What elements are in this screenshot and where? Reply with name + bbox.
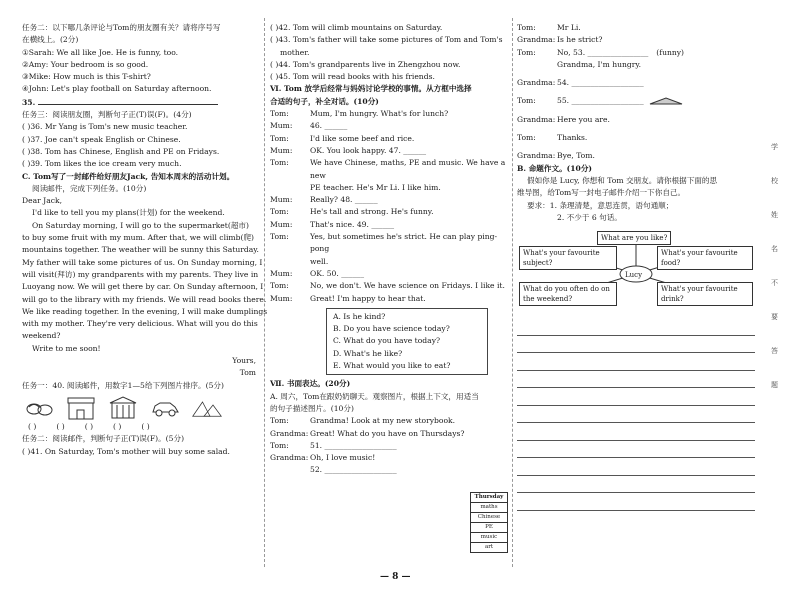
answer-paren[interactable]: ( ) — [84, 421, 94, 431]
letter-line: with my mother. They're very delicious. What will you do this — [22, 319, 258, 329]
task-instruction: 2. 不少于 6 句话。 — [557, 212, 622, 222]
column-divider — [512, 18, 513, 567]
letter-line: My father will take some pictures of us. On Sunday morning, I — [22, 257, 263, 267]
dialog-line: Grandma: Great! What do you have on Thursdays? — [270, 428, 465, 438]
column-2 — [270, 22, 508, 477]
thursday-timetable — [470, 492, 508, 553]
dialog-line: Grandma: Is he strict? — [517, 35, 603, 45]
section-heading: 的句子描述图片。(10分) — [270, 403, 354, 413]
answer-blank[interactable] — [38, 96, 218, 105]
letter-line: Luoyang now. We will get there by car. On Sunday afternoon, I — [22, 282, 264, 292]
binding-margin — [771, 130, 778, 402]
dialog-line: Tom: He's tall and strong. He's funny. — [270, 207, 434, 217]
section-heading: A. 周六，Tom在跟奶奶聊天。观察图片，根据上下文，用适当 — [270, 391, 479, 401]
letter-yours: Yours, — [232, 356, 256, 366]
writing-lines[interactable] — [517, 318, 755, 511]
writing-line[interactable] — [517, 423, 755, 441]
judge-item: ( )45. Tom will read books with his friends. — [270, 72, 435, 82]
letter-closing: Write to me soon! — [32, 343, 101, 353]
judge-item: ( )43. Tom's father will take some pictures of Tom and Tom's — [270, 35, 503, 45]
judge-item: ( )41. On Saturday, Tom's mother will buy some salad. — [22, 446, 230, 456]
letter-line: On Saturday morning, I will go to the supermarket(超市) — [32, 220, 249, 230]
timetable-cell: maths — [471, 503, 507, 513]
dumplings-icon — [24, 395, 54, 421]
dialog-line: Grandma: Oh, I love music! — [270, 453, 376, 463]
mind-map — [517, 228, 755, 314]
picture-order-answers — [28, 421, 260, 433]
writing-line[interactable] — [517, 371, 755, 389]
picture-row — [24, 395, 260, 421]
dialog-line: Mum: That's nice. 49. ______ — [270, 219, 395, 229]
dialog-line: Mum: OK. You look happy. 47. ______ — [270, 145, 427, 155]
dialog-line: Tom: Mr Li. — [517, 23, 581, 32]
sandwich-icon — [648, 95, 684, 107]
comment: ③Mike: How much is this T-shirt? — [22, 72, 151, 82]
letter-line: I'd like to tell you my plans(计划) for the weekend. — [32, 208, 225, 218]
letter-line: to buy some fruit with my mum. After that, we will climb(爬) — [22, 233, 255, 243]
writing-line[interactable] — [517, 318, 755, 336]
timetable-cell: art — [484, 544, 494, 550]
judge-item: ( )39. Tom likes the ice cream very much. — [22, 159, 182, 169]
dialog-line: Tom: Grandma! Look at my new storybook. — [270, 416, 456, 426]
judge-item: ( )44. Tom's grandparents live in Zhengzhou now. — [270, 59, 461, 69]
task-instruction: 维导图，给Tom写一封电子邮件介绍一下你自己。 — [517, 188, 686, 198]
section-heading: 合适的句子，补全对话。(10分) — [270, 96, 379, 106]
margin-char: 学 — [771, 143, 778, 151]
option-item: E. What would you like to eat? — [333, 361, 451, 371]
mindmap-top-left: What's your favourite subject? — [519, 246, 617, 270]
answer-paren[interactable]: ( ) — [113, 421, 122, 431]
margin-char: 答 — [771, 347, 778, 355]
letter-greeting: Dear Jack, — [22, 196, 62, 206]
comment: ①Sarah: We all like Joe. He is funny, too. — [22, 47, 179, 57]
mindmap-top: What are you like? — [597, 231, 671, 245]
timetable-cell: music — [471, 533, 507, 543]
writing-line[interactable] — [517, 406, 755, 424]
dialog-line: Tom: 55. ___________________ — [517, 95, 755, 107]
task-instruction: 要求：1. 条理清楚，意思连贯，语句通顺； — [527, 200, 674, 210]
judge-item: ( )38. Tom has Chinese, English and PE on Fridays. — [22, 146, 220, 156]
task-instruction: 假如你是 Lucy, 你想和 Tom 交朋友。请你根据下面的思 — [527, 175, 718, 185]
section-heading: Ⅵ. Tom 放学后经常与妈妈讨论学校的事情。从方框中选择 — [270, 84, 472, 94]
dialog-line: Grandma: Here you are. — [517, 114, 610, 124]
answer-paren[interactable]: ( ) — [141, 421, 150, 431]
mindmap-center: Lucy — [625, 271, 643, 280]
timetable-cell: Chinese — [471, 513, 507, 523]
margin-char: 不 — [771, 279, 778, 287]
option-item: D. What's he like? — [333, 348, 403, 358]
task-title: 任务三：阅读朋友圈，判断句子正(T)误(F)。(4分) — [22, 110, 192, 120]
dialog-line: Mum: Really? 48. ______ — [270, 195, 378, 205]
dialog-line: Grandma: Bye, Tom. — [517, 151, 595, 161]
dialog-line: Mum: 46. ______ — [270, 121, 348, 131]
task-title: 任务二：以下哪几条评论与Tom的朋友圈有关？请将序号写 — [22, 23, 221, 32]
writing-line[interactable] — [517, 353, 755, 371]
dialog-line: PE teacher. He's Mr Li. I like him. — [310, 182, 441, 192]
column-3 — [517, 22, 755, 511]
letter-line: We like reading together. In the evening, I will make dumplings — [22, 306, 268, 316]
dialog-line: Tom: I'd like some beef and rice. — [270, 133, 415, 143]
page-number: — 8 — — [380, 572, 411, 582]
mindmap-bottom-left: What do you often do on the weekend? — [519, 282, 617, 306]
dialog-line: Tom: We have Chinese, maths, PE and music. We have a new — [270, 158, 506, 180]
option-item: B. Do you have science today? — [333, 324, 450, 334]
mountains-icon — [192, 395, 222, 421]
mindmap-top-right: What's your favourite food? — [657, 246, 753, 270]
dialog-line: Tom: 51. ___________________ — [270, 440, 397, 450]
dialog-tom-grandma — [270, 415, 508, 476]
judge-item: ( )42. Tom will climb mountains on Saturday. — [270, 23, 443, 32]
writing-line[interactable] — [517, 388, 755, 406]
library-icon — [108, 395, 138, 421]
comment: ②Amy: Your bedroom is so good. — [22, 59, 149, 69]
writing-line[interactable] — [517, 458, 755, 476]
section-heading: Ⅶ. 书面表达。(20分) — [270, 379, 351, 389]
dialog-line: Grandma: 54. ___________________ — [517, 78, 644, 88]
dialog-line: Tom: Thanks. — [517, 133, 588, 143]
margin-char: 要 — [771, 313, 778, 321]
option-item: C. What do you have today? — [333, 336, 441, 346]
column-1 — [22, 22, 268, 458]
letter-line: will go to the library with my friends. We will read books there. — [22, 294, 267, 304]
section-heading: 阅读邮件，完成下列任务。(10分) — [32, 183, 147, 193]
dialog-line: 52. ___________________ — [310, 465, 397, 475]
timetable-cell: PE — [471, 523, 507, 533]
car-icon — [150, 395, 180, 421]
dialog-mum-tom — [270, 108, 508, 305]
supermarket-icon — [66, 395, 96, 421]
task-title: 在横线上。(2分) — [22, 35, 79, 45]
task-title: 任务一：40. 阅读邮件，用数字1—5给下列图片排序。(5分) — [22, 380, 224, 390]
margin-char: 名 — [771, 245, 778, 253]
writing-line[interactable] — [517, 476, 755, 494]
answer-paren[interactable]: ( ) — [28, 421, 37, 431]
letter-line: will visit(拜访) my grandparents with my parents. They live in — [22, 269, 259, 279]
margin-char: 题 — [771, 381, 778, 389]
writing-line[interactable] — [517, 336, 755, 354]
dialog-line: Tom: Yes, but sometimes he's strict. He can play ping-pong — [270, 232, 498, 254]
section-heading: B. 命题作文。(10分) — [517, 163, 593, 173]
judge-item: ( )36. Mr Yang is Tom's new music teacher. — [22, 122, 188, 132]
dialog-line: Mum: OK. 50. ______ — [270, 268, 364, 278]
options-box — [326, 308, 488, 375]
letter-signature: Tom — [239, 368, 256, 378]
dialog-line: Tom: No, we don't. We have science on Fridays. I like it. — [270, 281, 505, 291]
option-item: A. Is he kind? — [333, 311, 386, 321]
letter-line: weekend? — [22, 331, 61, 341]
section-heading: C. Tom写了一封邮件给好朋友Jack, 告知本周末的活动计划。 — [22, 171, 235, 181]
answer-paren[interactable]: ( ) — [56, 421, 65, 431]
comment: ④John: Let's play football on Saturday afternoon. — [22, 84, 212, 94]
writing-line[interactable] — [517, 493, 755, 511]
letter-line: mountains together. The weather will be sunny this Saturday. — [22, 245, 259, 255]
timetable-header: Thursday — [471, 493, 507, 503]
task-title: 任务二：阅读邮件，判断句子正(T)误(F)。(5分) — [22, 434, 185, 444]
dialog-line: Tom: No, 53. ________________ (funny) — [517, 47, 755, 59]
question-35: 35. — [22, 96, 260, 109]
writing-line[interactable] — [517, 441, 755, 459]
judge-item: ( )37. Joe can't speak English or Chinese. — [22, 134, 181, 144]
funny-label: (funny) — [656, 47, 684, 57]
dialog-line: Mum: Great! I'm happy to hear that. — [270, 293, 426, 303]
dialog-line: Tom: Mum, I'm hungry. What's for lunch? — [270, 109, 449, 119]
dialog-continued — [517, 22, 755, 163]
column-divider — [264, 18, 265, 567]
judge-item: mother. — [280, 47, 310, 57]
mindmap-bottom-right: What's your favourite drink? — [657, 282, 753, 306]
margin-char: 校 — [771, 177, 778, 185]
margin-char: 姓 — [771, 211, 778, 219]
dialog-line: Grandma, I'm hungry. — [557, 59, 642, 69]
dialog-line: well. — [310, 256, 329, 266]
